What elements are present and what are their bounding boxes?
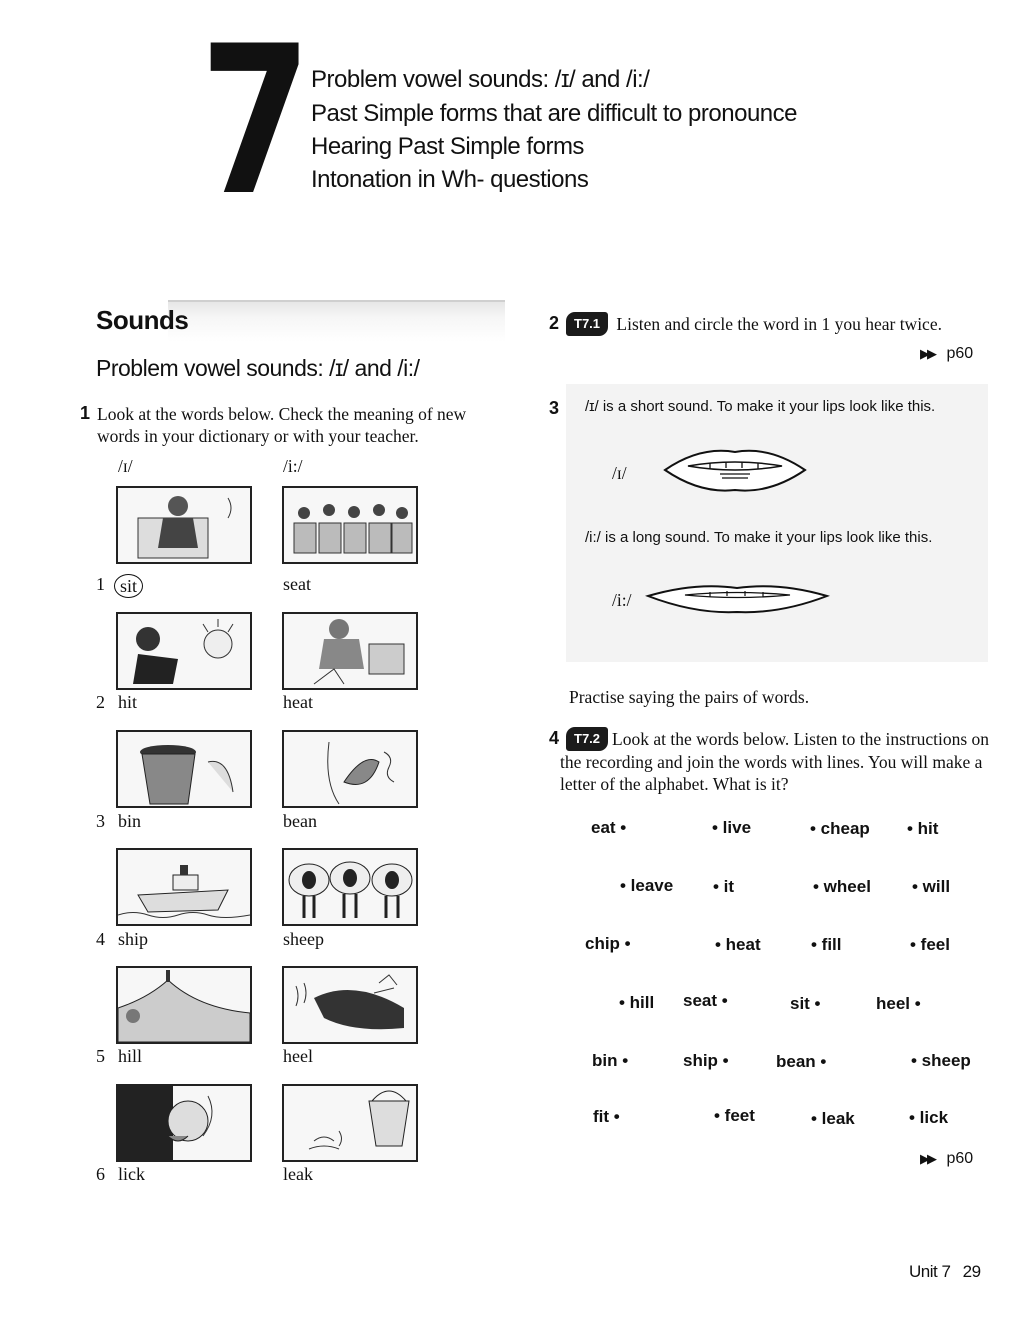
word-dot[interactable]: • hit — [907, 819, 939, 838]
row-6-long-word: leak — [283, 1164, 313, 1184]
row-6-short-word: lick — [118, 1164, 145, 1184]
row-1-short-word — [110, 574, 143, 598]
sit-picture — [116, 486, 252, 564]
practise-text: Practise saying the pairs of words. — [569, 687, 810, 707]
short-sound-text: /ɪ/ is a short sound. To make it your lips look like this. — [585, 398, 936, 415]
row-1-long-word: seat — [283, 574, 311, 594]
row-5-short-word: hill — [118, 1046, 143, 1066]
word-dot[interactable]: • it — [713, 877, 735, 896]
heel-picture — [282, 966, 418, 1044]
bin-picture — [116, 730, 252, 808]
word-dot[interactable]: sit • — [790, 994, 821, 1013]
section-title: Sounds — [96, 305, 189, 335]
word-dot[interactable]: • sheep — [911, 1051, 971, 1070]
row-1-number: 1 — [96, 574, 105, 594]
word-dot[interactable]: eat • — [591, 818, 627, 837]
row-4-short-word: ship — [118, 929, 149, 949]
column-short-symbol: /ɪ/ — [118, 456, 133, 476]
exercise-4-instruction: Look at the words below. Listen to the instructions on the recording and join the words with lines. You will make a letter of the alphabet. What is it? — [560, 729, 990, 794]
page-footer — [909, 1262, 981, 1282]
word-dot[interactable]: • will — [912, 877, 951, 896]
answer-key-page: p60 — [946, 1150, 974, 1167]
row-4-long-word: sheep — [283, 929, 324, 949]
row-2-number: 2 — [96, 692, 105, 712]
word-dot[interactable]: seat • — [683, 991, 728, 1010]
page-number: 29 — [962, 1262, 981, 1281]
exercise-4-text — [560, 727, 1000, 795]
exercise-2-number: 2 — [549, 313, 560, 333]
long-lips-icon — [645, 578, 830, 618]
ship-picture — [116, 848, 252, 926]
leak-picture — [282, 1084, 418, 1162]
fast-forward-icon: ▶▶ — [920, 1152, 934, 1167]
lick-picture — [116, 1084, 252, 1162]
row-2-long-word: heat — [283, 692, 313, 712]
exercise-2-line — [560, 312, 942, 336]
sheep-picture — [282, 848, 418, 926]
row-2-short-word: hit — [118, 692, 138, 712]
word-dot[interactable]: bin • — [592, 1051, 629, 1070]
section-band — [168, 300, 505, 342]
short-symbol: /ɪ/ — [612, 463, 627, 483]
topic-4: Intonation in Wh- questions — [311, 166, 589, 193]
hill-picture — [116, 966, 252, 1044]
circled-answer: sit — [114, 574, 143, 598]
word-dot[interactable]: • feet — [714, 1106, 755, 1125]
word-dot[interactable]: • lick — [909, 1108, 949, 1127]
exercise-4-number: 4 — [549, 728, 560, 748]
long-symbol: /i:/ — [612, 590, 632, 610]
long-sound-text: /i:/ is a long sound. To make it your lips look like this. — [585, 529, 933, 546]
word-dot[interactable]: • feel — [910, 935, 950, 954]
exercise-1-instruction: Look at the words below. Check the meaning of new words in your dictionary or with your teacher. — [97, 404, 467, 446]
track-badge[interactable]: T7.2 — [566, 727, 608, 751]
row-5-long-word: heel — [283, 1046, 313, 1066]
exercise-1-number: 1 — [80, 403, 91, 423]
row-6-number: 6 — [96, 1164, 105, 1184]
row-3-long-word: bean — [283, 811, 317, 831]
row-3-short-word: bin — [118, 811, 142, 831]
row-3-number: 3 — [96, 811, 105, 831]
word-dot[interactable]: • wheel — [813, 877, 871, 896]
word-dot[interactable]: bean • — [776, 1052, 827, 1071]
fast-forward-icon: ▶▶ — [920, 347, 934, 362]
seat-picture — [282, 486, 418, 564]
word-dot[interactable]: • leak — [811, 1109, 855, 1128]
topic-2: Past Simple forms that are difficult to pronounce — [311, 100, 797, 127]
word-dot[interactable]: • heat — [715, 935, 761, 954]
word-dot[interactable]: chip • — [585, 934, 631, 953]
word-dot[interactable]: • live — [712, 818, 752, 837]
column-long-symbol: /i:/ — [283, 456, 303, 476]
word-dot[interactable]: • fill — [811, 935, 842, 954]
footer-unit-label: Unit 7 — [909, 1262, 951, 1281]
word-dot[interactable]: heel • — [876, 994, 921, 1013]
topic-3: Hearing Past Simple forms — [311, 133, 584, 160]
bean-picture — [282, 730, 418, 808]
short-lips-icon — [660, 444, 810, 496]
exercise-2-instruction: Listen and circle the word in 1 you hear twice. — [616, 314, 942, 334]
section-subtitle: Problem vowel sounds: /ɪ/ and /i:/ — [96, 355, 420, 381]
word-dot[interactable]: • leave — [620, 876, 674, 895]
word-dot[interactable]: ship • — [683, 1051, 729, 1070]
topic-1: Problem vowel sounds: /ɪ/ and /i:/ — [311, 66, 650, 93]
track-badge[interactable]: T7.1 — [566, 312, 608, 336]
word-dot[interactable]: fit • — [593, 1107, 620, 1126]
word-dot[interactable]: • hill — [619, 993, 655, 1012]
exercise-3-number: 3 — [549, 398, 560, 418]
answer-key-link[interactable] — [920, 345, 973, 363]
row-4-number: 4 — [96, 929, 105, 949]
unit-number: 7 — [200, 3, 306, 241]
lips-panel — [566, 384, 988, 662]
row-5-number: 5 — [96, 1046, 105, 1066]
word-dot[interactable]: • cheap — [810, 819, 870, 838]
heat-picture — [282, 612, 418, 690]
answer-key-link[interactable] — [920, 1150, 973, 1168]
hit-picture — [116, 612, 252, 690]
answer-key-page: p60 — [946, 345, 974, 362]
